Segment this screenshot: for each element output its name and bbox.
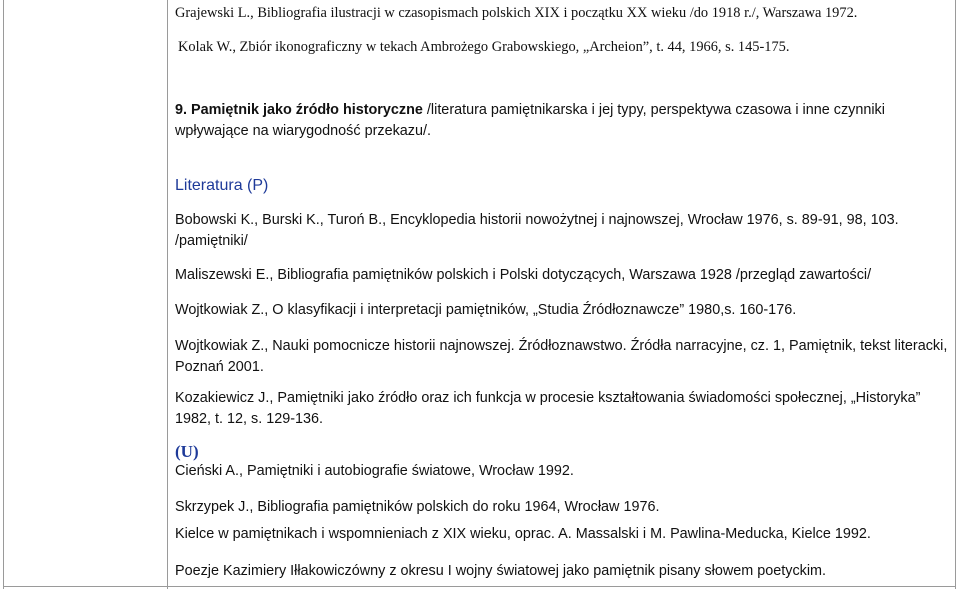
bibliography-entry: Wojtkowiak Z., O klasyfikacji i interpretacji pamiętników, „Studia Źródłoznawcze” 1980,s. 160-176. [175, 302, 797, 318]
table-left-border [3, 0, 4, 589]
bibliography-entry: Maliszewski E., Bibliografia pamiętników polskich i Polski dotyczących, Warszawa 1928 /przegląd zawartości/ [175, 267, 872, 283]
literatura-heading: Literatura (P) [175, 177, 269, 194]
bibliography-entry: Kozakiewicz J., Pamiętniki jako źródło oraz ich funkcja w procesie kształtowania świadomości społecznej, „Historyka” 1982, t. 12, s. 129-136. [175, 390, 921, 427]
table-bottom-border [3, 586, 956, 587]
bibliography-entry: Bobowski K., Burski K., Turoń B., Encyklopedia historii nowożytnej i najnowszej, Wrocław 1976, s. 89-91, 98, 103. /pamiętniki/ [175, 212, 899, 249]
topic-description: /literatura pamiętnikarska i jej typy, perspektywa czasowa i inne czynniki wpływające na wiarygodność przekazu/. [175, 102, 885, 139]
table-column-divider [167, 0, 168, 589]
u-heading: (U) [175, 442, 199, 461]
table-right-border [955, 0, 956, 589]
bibliography-entry: Kolak W., Zbiór ikonograficzny w tekach Ambrożego Grabowskiego, „Archeion”, t. 44, 1966, s. 145-175. [178, 39, 790, 55]
bibliography-entry: Kielce w pamiętnikach i wspomnieniach z XIX wieku, oprac. A. Massalski i M. Pawlina-Meducka, Kielce 1992. [175, 526, 871, 542]
bibliography-entry: Skrzypek J., Bibliografia pamiętników polskich do roku 1964, Wrocław 1976. [175, 499, 660, 515]
bibliography-entry: Grajewski L., Bibliografia ilustracji w czasopismach polskich XIX i początku XX wieku /do 1918 r./, Warszawa 1972. [175, 5, 858, 21]
bibliography-entry: Poezje Kazimiery Iłłakowiczówny z okresu I wojny światowej jako pamiętnik pisany słowem poetyckim. [175, 563, 827, 579]
topic-title: 9. Pamiętnik jako źródło historyczne [175, 102, 423, 118]
bibliography-entry: Cieński A., Pamiętniki i autobiografie światowe, Wrocław 1992. [175, 463, 574, 479]
topic-paragraph [175, 100, 953, 142]
bibliography-entry: Wojtkowiak Z., Nauki pomocnicze historii najnowszej. Źródłoznawstwo. Źródła narracyjne, cz. 1, Pamiętnik, tekst literacki, Poznań 2001. [175, 338, 948, 375]
